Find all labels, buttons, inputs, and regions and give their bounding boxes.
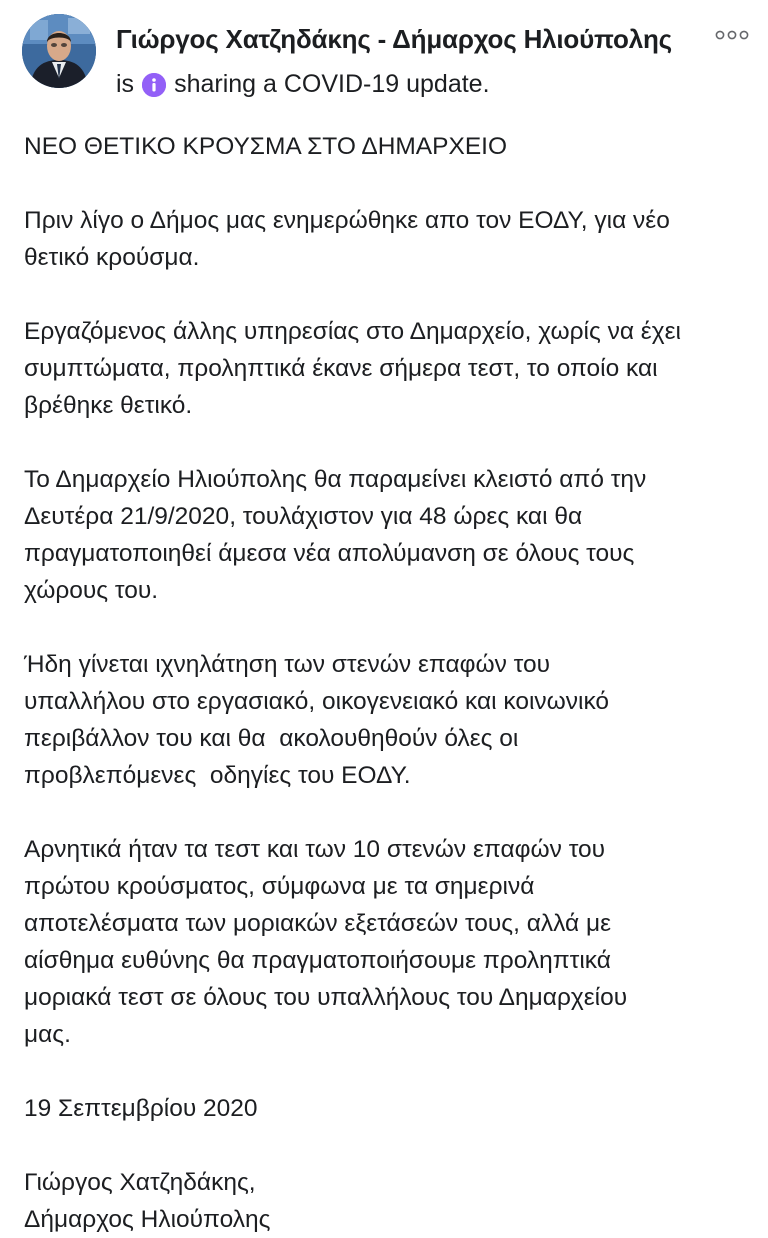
status-text: sharing a COVID-19 update. bbox=[174, 70, 490, 98]
status-prefix: is bbox=[116, 70, 135, 98]
profile-photo bbox=[22, 14, 96, 88]
paragraph-2: Εργαζόμενος άλλης υπηρεσίας στο Δημαρχείο, χωρίς να έχει συμπτώματα, προληπτικά έκανε σήμερα τεστ, το οποίο και βρέθηκε θετικό. bbox=[24, 318, 681, 419]
more-horizontal-icon bbox=[715, 30, 749, 40]
author-name[interactable]: Γιώργος Χατζηδάκης - Δήμαρχος Ηλιούπολης bbox=[116, 24, 672, 54]
paragraph-3: Το Δημαρχείο Ηλιούπολης θα παραμείνει κλειστό από την Δευτέρα 21/9/2020, τουλάχιστον για 48 ώρες και θα πραγματοποιηθεί άμεσα νέα απολύμανση σε όλους τους χώρους του. bbox=[24, 466, 647, 604]
post-date: 19 Σεπτεμβρίου 2020 bbox=[24, 1095, 258, 1122]
avatar[interactable] bbox=[22, 14, 96, 88]
paragraph-4: Ήδη γίνεται ιχνηλάτηση των στενών επαφών του υπαλλήλου στο εργασιακό, οικογενειακό και κοινωνικό περιβάλλον του και θα ακολουθηθούν όλες οι προβλεπόμενες οδηγίες του ΕΟΔΥ. bbox=[24, 651, 610, 789]
post-header bbox=[22, 14, 752, 98]
paragraph-5: Αρνητικά ήταν τα τεστ και των 10 στενών επαφών του πρώτου κρούσματος, σύμφωνα με τα σημερινά αποτελέσματα των μοριακών εξετάσεών τους, αλλά με αίσθημα ευθύνης θα πραγματοποιήσουμε προληπτικά μοριακά τεστ σε όλους του υπαλλήλους του Δημαρχείου μας. bbox=[24, 836, 628, 1048]
signature: Γιώργος Χατζηδάκης, Δήμαρχος Ηλιούπολης bbox=[24, 1169, 271, 1233]
post-title: ΝΕΟ ΘΕΤΙΚΟ ΚΡΟΥΣΜΑ ΣΤΟ ΔΗΜΑΡΧΕΙΟ bbox=[24, 133, 508, 160]
info-icon bbox=[142, 73, 166, 97]
paragraph-1: Πριν λίγο ο Δήμος μας ενημερώθηκε απο τον ΕΟΔΥ, για νέο θετικό κρούσμα. bbox=[24, 207, 670, 271]
more-options-button[interactable] bbox=[712, 24, 752, 46]
post-body bbox=[24, 128, 748, 1238]
post-status bbox=[116, 70, 490, 99]
